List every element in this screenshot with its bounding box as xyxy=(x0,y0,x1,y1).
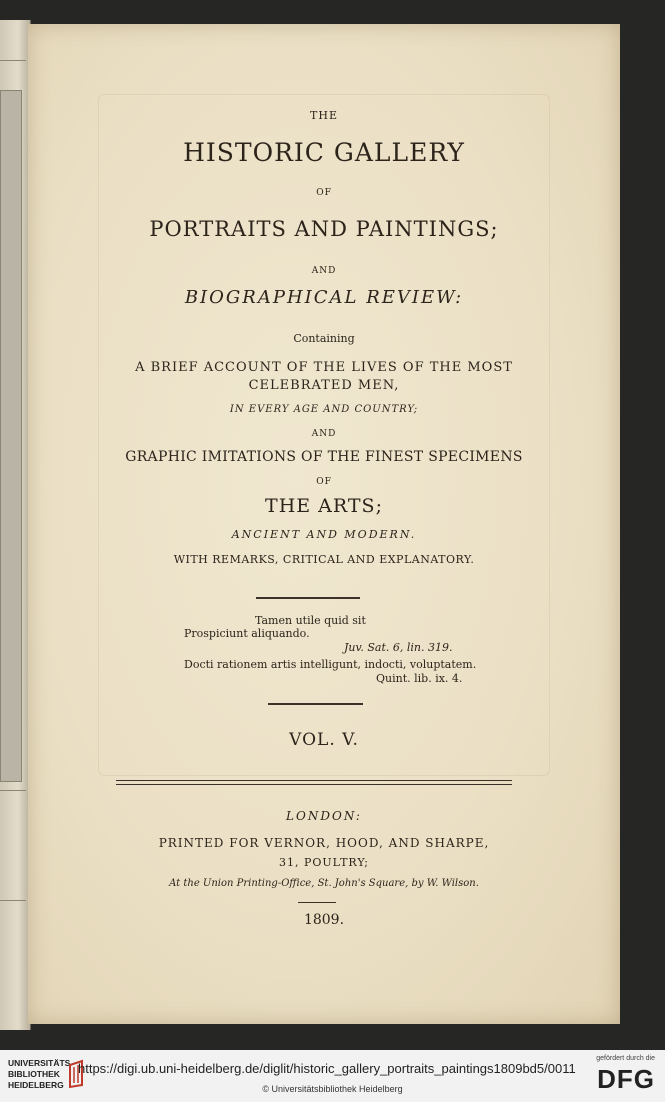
celebrated-men-line: CELEBRATED MEN, xyxy=(248,378,400,393)
ancient-modern-line: ANCIENT AND MODERN. xyxy=(231,528,417,541)
ornament-rule-top xyxy=(256,597,360,599)
previous-page-edge xyxy=(0,20,31,1030)
remarks-line: WITH REMARKS, CRITICAL AND EXPLANATORY. xyxy=(173,553,475,566)
previous-plate xyxy=(0,90,22,782)
imprint-printer: PRINTED FOR VERNOR, HOOD, AND SHARPE, xyxy=(158,836,490,850)
imprint-office: At the Union Printing-Office, St. John's Square, by W. Wilson. xyxy=(169,878,479,889)
logo-line-1: UNIVERSITÄTS- xyxy=(8,1058,74,1068)
motto-line-2: Prospiciunt aliquando. xyxy=(184,627,310,640)
logo-line-2: BIBLIOTHEK xyxy=(8,1069,60,1079)
the-word: THE xyxy=(310,109,338,122)
title-page xyxy=(28,24,620,1024)
main-title: HISTORIC GALLERY xyxy=(183,138,465,167)
imprint-address: 31, POULTRY; xyxy=(279,856,369,869)
motto-citation-2: Quint. lib. ix. 4. xyxy=(376,672,463,685)
and-word-2: AND xyxy=(311,429,337,439)
funded-by-label: gefördert durch die xyxy=(596,1055,655,1062)
double-rule-bottom xyxy=(116,784,512,785)
page-edge-rule xyxy=(0,790,26,791)
every-age-line: IN EVERY AGE AND COUNTRY; xyxy=(229,404,419,415)
motto-line-3: Docti rationem artis intelligunt, indocti, voluptatem. xyxy=(184,658,477,671)
brief-account-line: A BRIEF ACCOUNT OF THE LIVES OF THE MOST xyxy=(135,360,513,375)
ornament-rule-bottom xyxy=(268,703,363,705)
graphic-imitations-line: GRAPHIC IMITATIONS OF THE FINEST SPECIMENS xyxy=(125,449,523,465)
dfg-logo[interactable]: DFG xyxy=(597,1064,655,1094)
of-word: OF xyxy=(316,188,332,198)
page-edge-rule xyxy=(0,60,26,61)
page-edge-rule xyxy=(0,900,26,901)
copyright-notice: © Universitätsbibliothek Heidelberg xyxy=(262,1084,403,1094)
volume-number: VOL. V. xyxy=(289,730,359,750)
imprint-city: LONDON: xyxy=(286,809,362,823)
viewer-footer xyxy=(0,1050,665,1102)
biographical-review: BIOGRAPHICAL REVIEW: xyxy=(184,287,464,308)
publication-year: 1809. xyxy=(303,912,345,928)
motto-citation-1: Juv. Sat. 6, lin. 319. xyxy=(344,641,453,654)
permalink-url[interactable]: https://digi.ub.uni-heidelberg.de/diglit/historic_gallery_portraits_paintings1809bd5/0011 xyxy=(78,1061,576,1076)
logo-line-3: HEIDELBERG xyxy=(8,1080,64,1090)
year-ornament xyxy=(298,902,336,903)
double-rule-top xyxy=(116,780,512,781)
the-arts-title: THE ARTS; xyxy=(265,495,383,517)
containing-word: Containing xyxy=(293,332,355,345)
and-word: AND xyxy=(311,266,337,276)
portraits-title: PORTRAITS AND PAINTINGS; xyxy=(149,217,499,241)
of-word-2: OF xyxy=(316,477,332,487)
motto-line-1: Tamen utile quid sit xyxy=(255,614,366,627)
